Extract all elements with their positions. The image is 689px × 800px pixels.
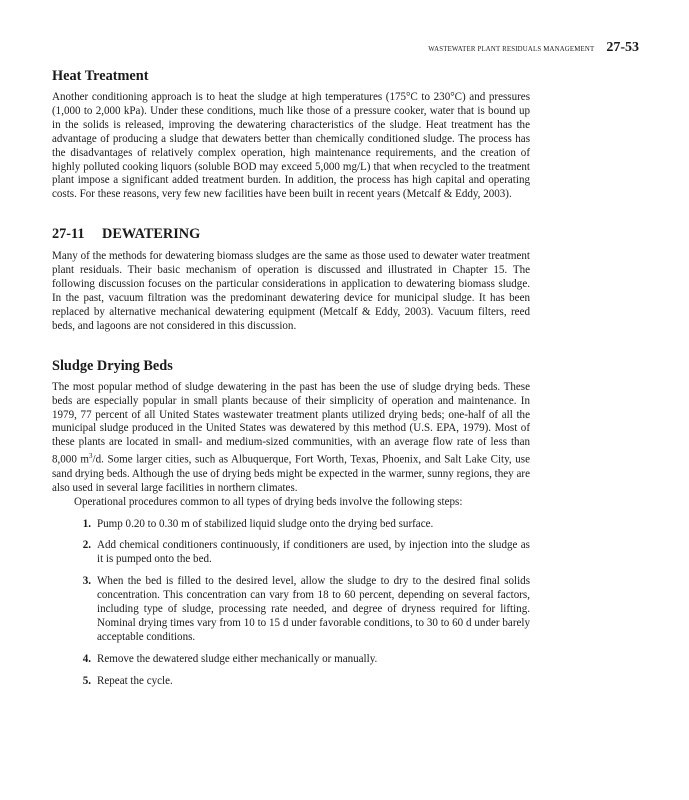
list-item [52,575,530,645]
procedures-intro: Operational procedures common to all types of drying beds involve the following steps: [74,495,463,508]
step-number: 5. [82,674,91,687]
drying-steps-list [52,518,530,689]
list-item [52,539,530,567]
list-item [52,675,530,689]
step-text: Repeat the cycle. [97,674,173,687]
running-title: WASTEWATER PLANT RESIDUALS MANAGEMENT [428,46,595,53]
cubic-superscript: 3 [89,452,93,461]
step-text: Remove the dewatered sludge either mechanically or manually. [97,652,378,665]
drying-beds-heading: Sludge Drying Beds [52,357,173,374]
drying-beds-paragraph [52,381,530,496]
heat-treatment-heading: Heat Treatment [52,68,149,84]
step-number: 2. [82,539,91,552]
drying-beds-text-part2: /d. Some larger cities, such as Albuquerque, Fort Worth, Texas, Phoenix, and Salt Lake City, use sand drying beds. Although the use of drying beds might be expected in the warmer, sunny regions, they are also used in several large facilities in northern climates. [52,453,530,494]
step-text: Add chemical conditioners continuously, if conditioners are used, by injection into the sludge as it is pumped onto the bed. [97,539,530,566]
step-number: 1. [82,517,91,530]
step-number: 4. [82,652,91,665]
step-text: Pump 0.20 to 0.30 m of stabilized liquid sludge onto the drying bed surface. [97,517,434,530]
list-item [52,518,530,532]
step-number: 3. [82,575,91,588]
drying-beds-text-part1: The most popular method of sludge dewatering in the past has been the use of sludge drying beds. These beds are especially popular in small plants because of their simplicity of operation and maintenance. In 1979, 77 percent of all United States wastewater treatment plants utilized drying beds; one-half of all the municipal sludge produced in the United States was dewatered by this method (U.S. EPA, 1979). Most of these plants are located in small- and medium-sized communities, with an average flow rate of less than 8,000 m [52,380,530,466]
section-number: 27-11 [52,226,85,243]
heat-treatment-paragraph: Another conditioning approach is to heat the sludge at high temperatures (175°C to 230°C) and pressures (1,000 to 2,000 kPa). Under these conditions, much like those of a pressure cooker, water that is bound up in the solids is released, improving the dewatering characteristics of the sludge. Heat treatment has the advantage of producing a sludge that dewaters better than chemically conditioned sludge. The process has the disadvantages of relatively complex operation, high maintenance requirements, and the creation of highly polluted cooking liquors (soluble BOD may exceed 5,000 mg/L) that when recycled to the treatment plant impose a significant added treatment burden. In addition, the process has high capital and operating costs. For these reasons, very few new facilities have been built in recent years (Metcalf & Eddy, 2003). [52,91,530,201]
dewatering-section-heading [52,226,530,243]
section-title: DEWATERING [102,226,201,243]
body-content [52,68,530,697]
dewatering-paragraph: Many of the methods for dewatering biomass sludges are the same as those used to dewater water treatment plant residuals. Their basic mechanism of operation is discussed and illustrated in Chapter 15. The following discussion focuses on the particular considerations in application to dewatering biomass sludge. In the past, vacuum filtration was the predominant dewatering device for municipal sludge. It has been replaced by alternative mechanical dewatering equipment (Metcalf & Eddy, 2003). Vacuum filters, reed beds, and lagoons are not considered in this discussion. [52,250,530,332]
step-text: When the bed is filled to the desired level, allow the sludge to dry to the desired final solids concentration. This concentration can vary from 18 to 60 percent, depending on several factors, including type of sludge, processing rate needed, and degree of dryness required for lifting. Nominal drying times vary from 10 to 15 d under favorable conditions, to 30 to 60 d under barely acceptable conditions. [97,575,530,643]
list-item [52,653,530,667]
page-number: 27-53 [606,40,639,55]
running-header [428,40,639,56]
